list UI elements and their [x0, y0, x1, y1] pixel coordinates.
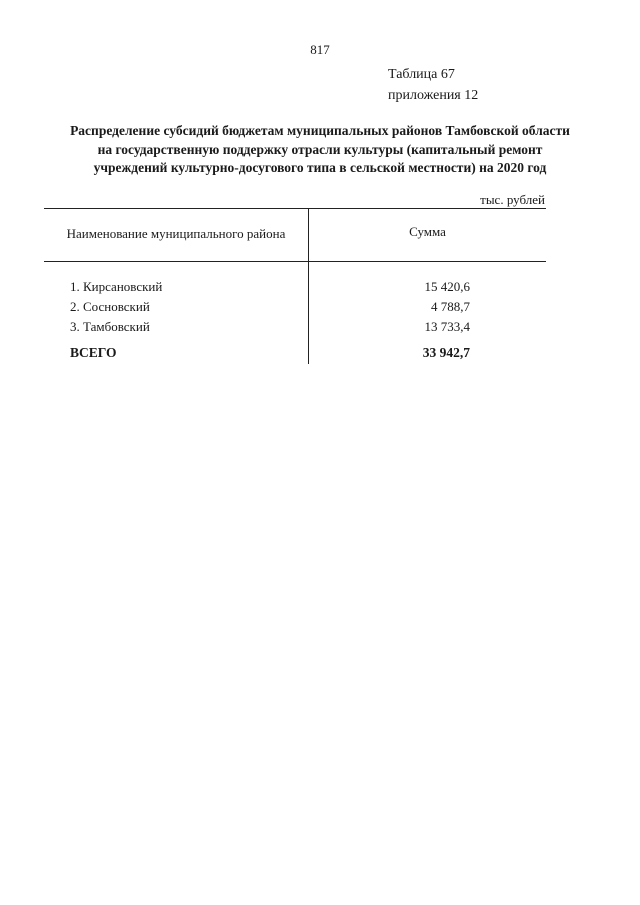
district-sum: 4 788,7	[431, 299, 470, 314]
document-title	[40, 122, 600, 178]
district-sum: 13 733,4	[424, 319, 470, 334]
table-total-row	[44, 345, 546, 365]
table-row	[44, 279, 546, 299]
table-reference-line2: приложения 12	[388, 88, 479, 103]
district-name: 3. Тамбовский	[70, 319, 150, 334]
document-title-line2: на государственную поддержку отрасли культуры (капитальный ремонт	[97, 141, 543, 157]
table-row	[44, 319, 546, 339]
column-header-district: Наименование муниципального района	[66, 226, 286, 241]
district-name: 2. Сосновский	[70, 299, 150, 314]
table-header-rule	[44, 261, 546, 262]
column-header-sum: Сумма	[409, 224, 446, 239]
district-sum: 15 420,6	[424, 279, 470, 294]
total-label: ВСЕГО	[70, 345, 117, 360]
units-label: тыс. рублей	[480, 192, 545, 207]
table-row	[44, 299, 546, 319]
total-sum: 33 942,7	[422, 345, 470, 360]
document-title-line1: Распределение субсидий бюджетам муниципальных районов Тамбовской области	[70, 123, 570, 138]
table-top-rule	[44, 208, 546, 209]
table-reference	[388, 64, 478, 106]
document-title-line3: учреждений культурно-досугового типа в сельской местности) на 2020 год	[93, 160, 547, 175]
page-number: 817	[310, 42, 330, 57]
table-reference-line1: Таблица 67	[388, 67, 455, 82]
district-name: 1. Кирсановский	[70, 279, 163, 294]
